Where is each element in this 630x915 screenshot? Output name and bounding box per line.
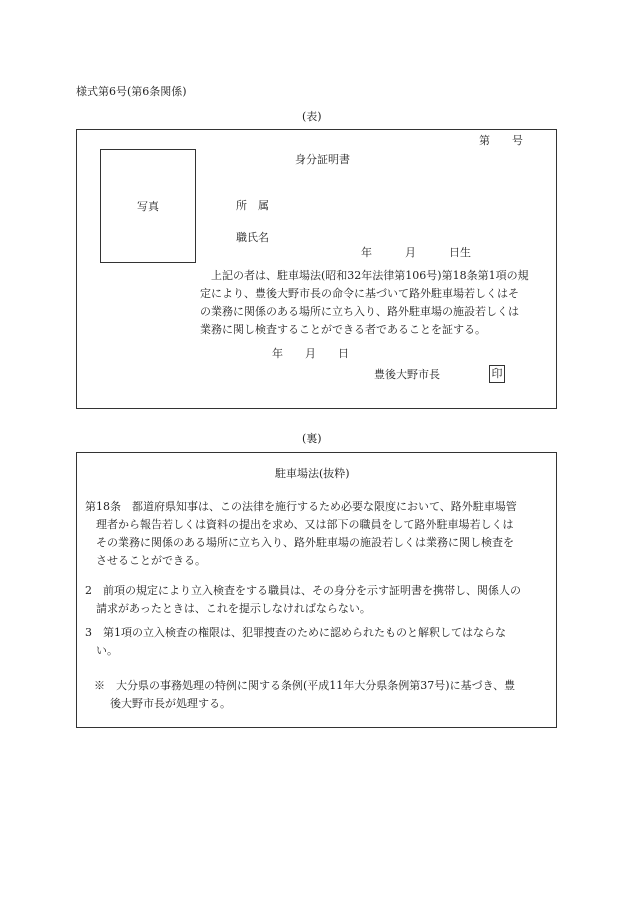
delegation-note <box>94 677 554 713</box>
certification-line: 上記の者は、駐車場法(昭和32年法律第106号)第18条第1項の規 <box>211 269 529 282</box>
article-line: 理者から報告若しくは資料の提出を求め、又は部下の職員をして路外駐車場若しくは <box>96 518 514 531</box>
clause-line: 請求があったときは、これを提示しなければならない。 <box>96 602 371 615</box>
certification-line: 定により、豊後大野市長の命令に基づいて路外駐車場若しくはそ <box>200 287 519 300</box>
article-line: その業務に関係のある場所に立ち入り、路外駐車場の施設若しくは業務に関し検査を <box>96 536 514 549</box>
note-line: 後大野市長が処理する。 <box>110 697 231 710</box>
birth-date-label: 年 月 日生 <box>361 246 471 259</box>
article-line: させることができる。 <box>96 554 206 567</box>
form-label: 様式第6号(第6条関係) <box>76 85 187 98</box>
article-18-text <box>85 498 553 570</box>
note-line: ※ 大分県の事務処理の特例に関する条例(平成11年大分県条例第37号)に基づき、豊 <box>94 679 516 692</box>
issue-date-label: 年 月 日 <box>272 347 349 360</box>
photo-label: 写真 <box>137 200 159 213</box>
back-heading: (裏) <box>302 432 322 445</box>
article-line: 第18条 都道府県知事は、この法律を施行するため必要な限度において、路外駐車場管 <box>85 500 517 513</box>
back-card <box>76 452 557 728</box>
clause-line: 2 前項の規定により立入検査をする職員は、その身分を示す証明書を携帯し、関係人の <box>85 584 521 597</box>
clause-line: 3 第1項の立入検査の権限は、犯罪捜査のために認められたものと解釈してはならな <box>85 626 506 639</box>
front-card <box>76 129 557 409</box>
clause-3-text <box>85 624 553 660</box>
clause-2-text <box>85 582 553 618</box>
certificate-title: 身分証明書 <box>295 153 350 166</box>
front-heading: (表) <box>302 110 322 123</box>
clause-line: い。 <box>96 644 118 657</box>
certification-text <box>200 267 552 339</box>
photo-area <box>100 149 196 263</box>
name-label: 職氏名 <box>236 231 269 244</box>
certification-line: 業務に関し検査することができる者であることを証する。 <box>200 323 486 336</box>
certification-line: の業務に関係のある場所に立ち入り、路外駐車場の施設若しくは <box>200 305 519 318</box>
issuer-name: 豊後大野市長 <box>374 368 440 381</box>
seal-mark: 印 <box>489 365 505 383</box>
certificate-number-label: 第 号 <box>479 134 523 147</box>
affiliation-label: 所 属 <box>236 199 269 212</box>
law-excerpt-title: 駐車場法(抜粋) <box>275 467 350 480</box>
